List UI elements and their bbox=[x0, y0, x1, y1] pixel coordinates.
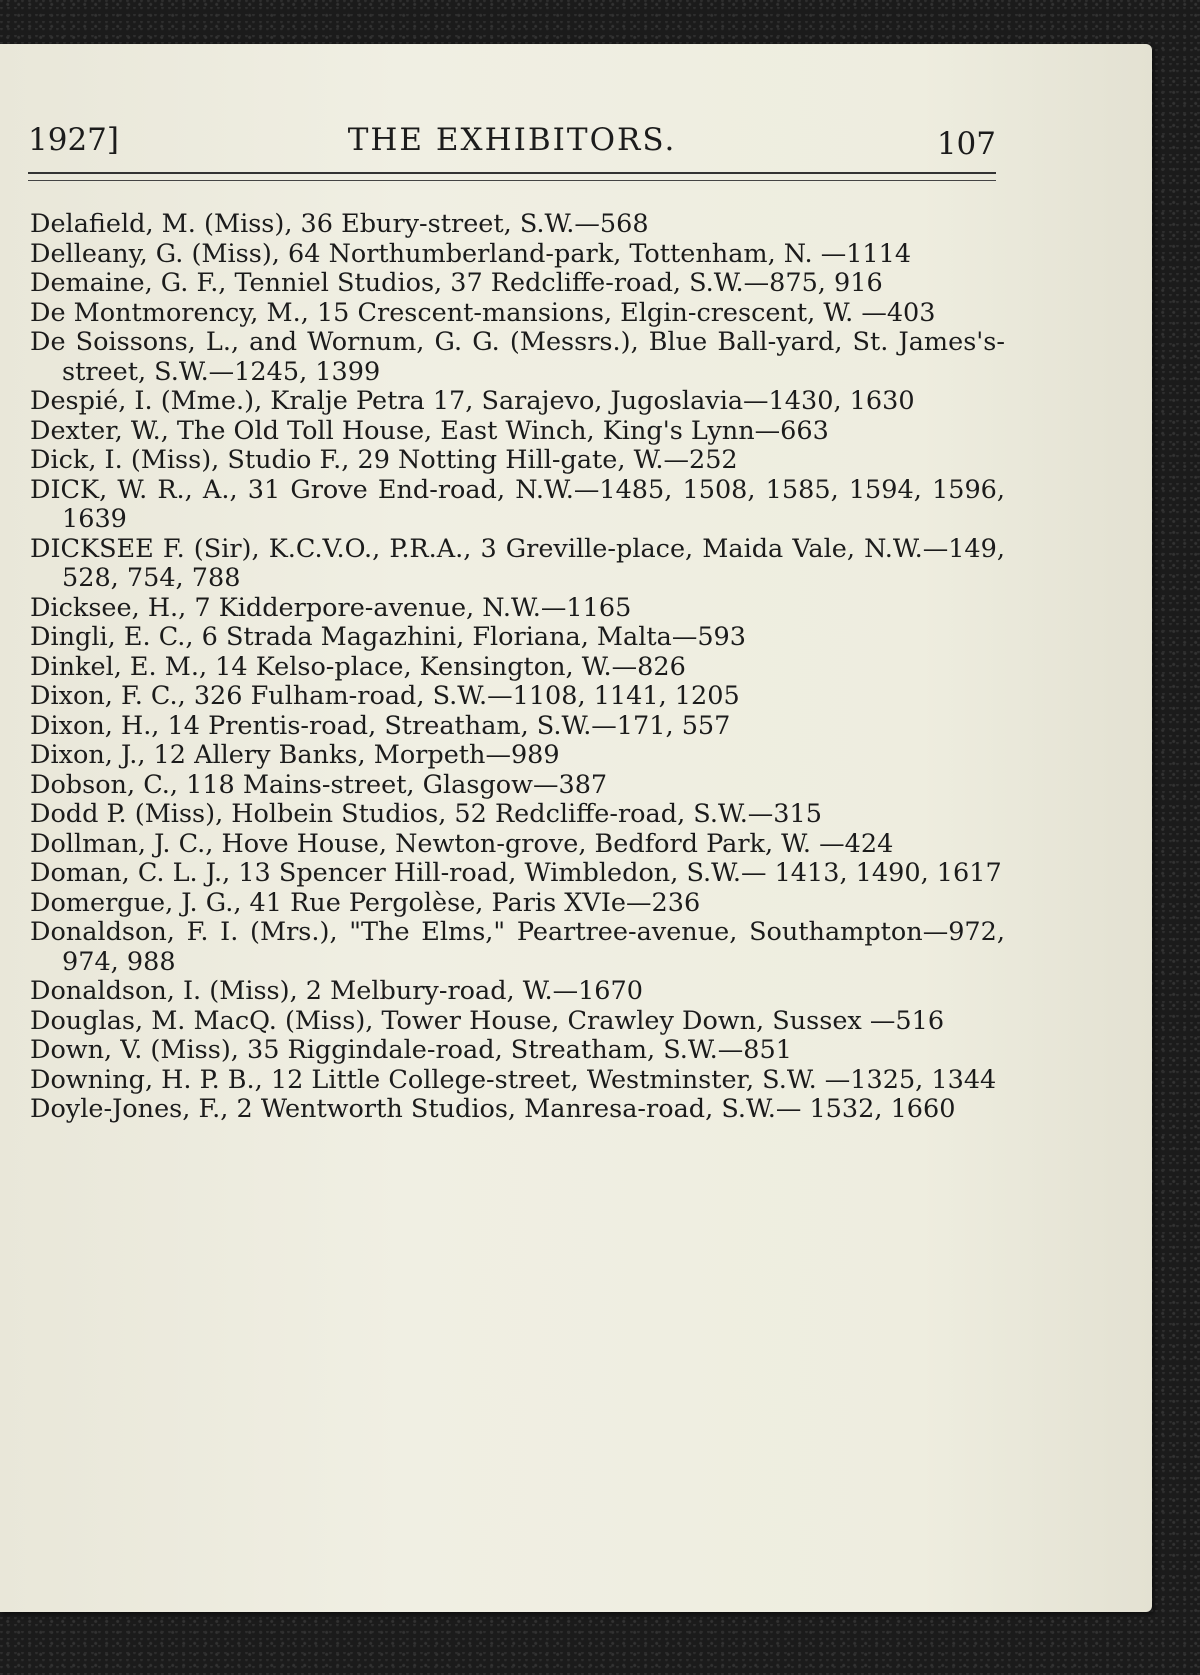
exhibitor-entry: Dodd P. (Miss), Holbein Studios, 52 Redcliffe-road, S.W.—315 bbox=[30, 799, 822, 829]
exhibitor-entry: Dixon, H., 14 Prentis-road, Streatham, S.W.—171, 557 bbox=[30, 710, 731, 741]
exhibitor-entry: DICK, W. R., A., 31 Grove End-road, N.W.—1485, 1508, 1585, 1594, 1596, 1639 bbox=[30, 474, 1005, 534]
exhibitor-entry: Dinkel, E. M., 14 Kelso-place, Kensington, W.—826 bbox=[30, 651, 686, 682]
exhibitor-entry: Dick, I. (Miss), Studio F., 29 Notting Hill-gate, W.—252 bbox=[30, 445, 738, 475]
exhibitor-entry: Despié, I. (Mme.), Kralje Petra 17, Sarajevo, Jugoslavia—1430, 1630 bbox=[30, 386, 915, 416]
exhibitor-entry: Doyle-Jones, F., 2 Wentworth Studios, Manresa-road, S.W.— 1532, 1660 bbox=[30, 1094, 956, 1124]
exhibitor-entry: Dixon, F. C., 326 Fulham-road, S.W.—1108, 1141, 1205 bbox=[30, 681, 740, 711]
exhibitor-list bbox=[30, 210, 1005, 1125]
exhibitor-entry: Dixon, J., 12 Allery Banks, Morpeth—989 bbox=[30, 740, 560, 770]
exhibitor-entry: Donaldson, I. (Miss), 2 Melbury-road, W.—1670 bbox=[30, 976, 643, 1006]
header-rule bbox=[28, 172, 996, 174]
page-number: 107 bbox=[936, 126, 996, 162]
exhibitor-entry: Down, V. (Miss), 35 Riggindale-road, Streatham, S.W.—851 bbox=[30, 1035, 792, 1065]
exhibitor-entry: Domergue, J. G., 41 Rue Pergolèse, Paris XVIe—236 bbox=[30, 887, 701, 918]
exhibitor-entry: Downing, H. P. B., 12 Little College-street, Westminster, S.W. —1325, 1344 bbox=[30, 1064, 997, 1095]
exhibitor-entry: Doman, C. L. J., 13 Spencer Hill-road, Wimbledon, S.W.— 1413, 1490, 1617 bbox=[30, 858, 1002, 888]
exhibitor-entry: DICKSEE F. (Sir), K.C.V.O., P.R.A., 3 Greville-place, Maida Vale, N.W.—149, 528, 754, 788 bbox=[30, 533, 1005, 593]
exhibitor-entry: Delafield, M. (Miss), 36 Ebury-street, S.W.—568 bbox=[30, 209, 649, 239]
exhibitor-entry: De Montmorency, M., 15 Crescent-mansions, Elgin-crescent, W. —403 bbox=[30, 297, 936, 328]
exhibitor-entry: Dollman, J. C., Hove House, Newton-grove, Bedford Park, W. —424 bbox=[30, 828, 894, 859]
exhibitor-entry: Dingli, E. C., 6 Strada Magazhini, Floriana, Malta—593 bbox=[30, 622, 747, 652]
exhibitor-entry: Douglas, M. MacQ. (Miss), Tower House, Crawley Down, Sussex —516 bbox=[30, 1005, 945, 1036]
exhibitor-entry: Dexter, W., The Old Toll House, East Winch, King's Lynn—663 bbox=[30, 415, 829, 446]
exhibitor-entry: Dicksee, H., 7 Kidderpore-avenue, N.W.—1165 bbox=[30, 592, 632, 623]
exhibitor-entry: Demaine, G. F., Tenniel Studios, 37 Redcliffe-road, S.W.—875, 916 bbox=[30, 268, 883, 298]
exhibitor-entry: Dobson, C., 118 Mains-street, Glasgow—387 bbox=[30, 769, 608, 800]
exhibitor-entry: Delleany, G. (Miss), 64 Northumberland-park, Tottenham, N. —1114 bbox=[30, 238, 912, 269]
header-year: 1927] bbox=[28, 122, 119, 158]
exhibitor-entry: De Soissons, L., and Wornum, G. G. (Messrs.), Blue Ball-yard, St. James's-street, S.W.—1245, 1399 bbox=[30, 327, 1005, 387]
header-title: THE EXHIBITORS. bbox=[347, 122, 677, 158]
header-rule-thin bbox=[28, 180, 996, 181]
exhibitor-entry: Donaldson, F. I. (Mrs.), "The Elms," Peartree-avenue, Southampton—972, 974, 988 bbox=[30, 917, 1005, 977]
running-header bbox=[28, 118, 996, 168]
